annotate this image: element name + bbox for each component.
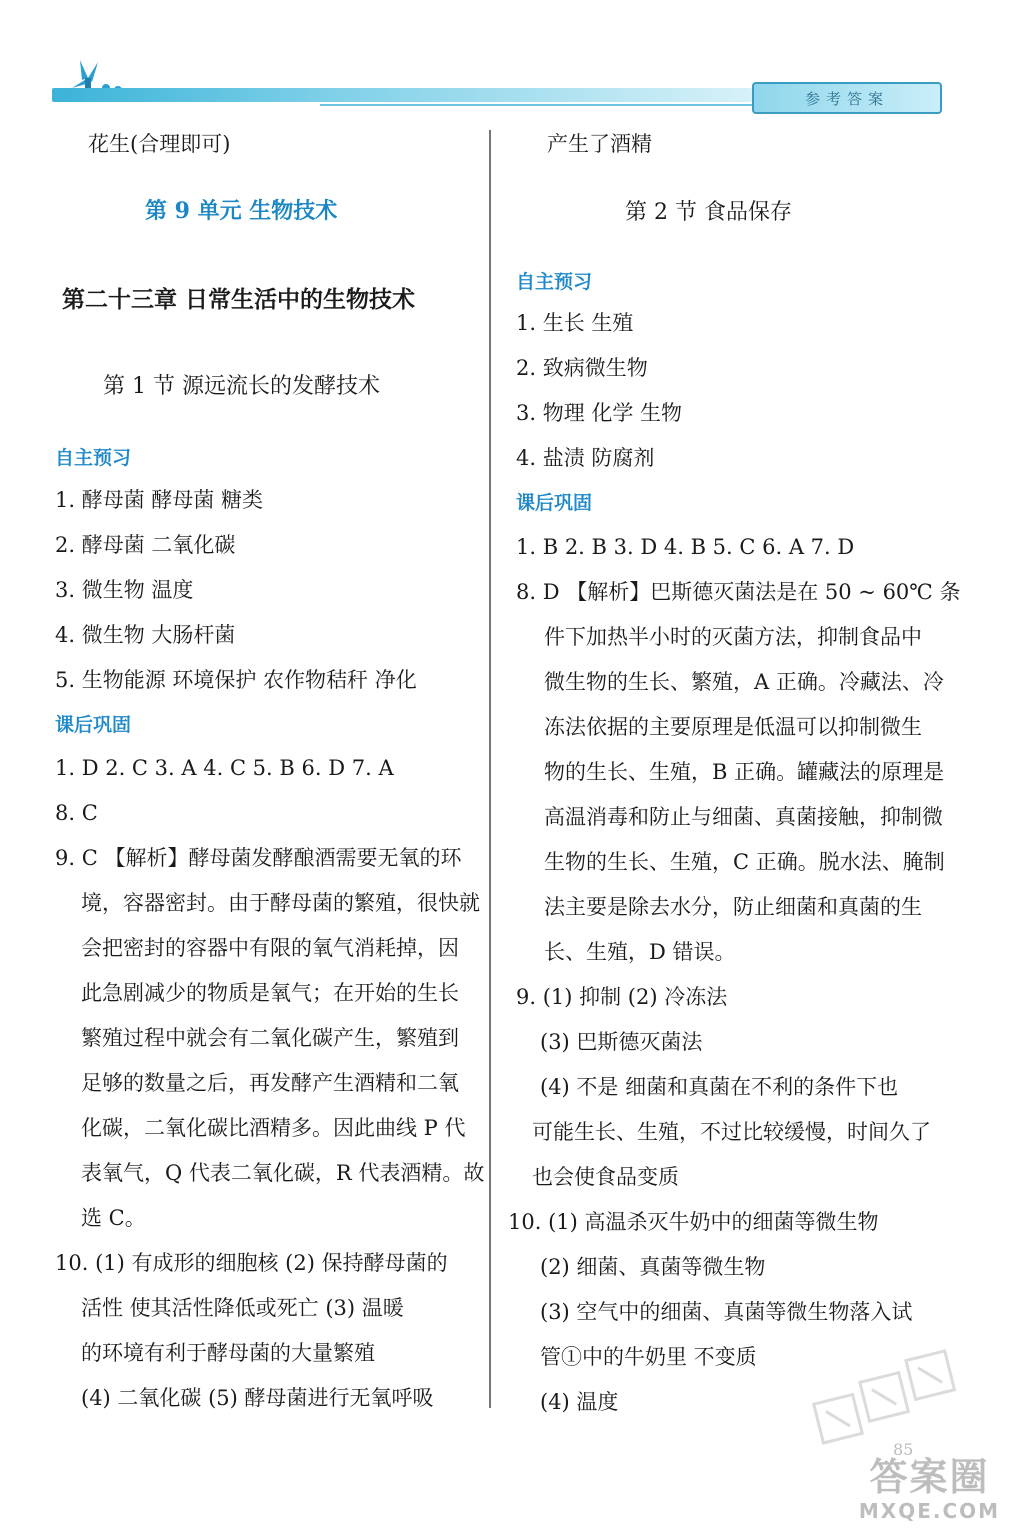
section-heading: 课后巩固 [516,492,593,514]
answer-line: (4) 不是 细菌和真菌在不利的条件下也 [540,1075,899,1099]
section-heading: 自主预习 [516,271,593,293]
answer-line: 10. (1) 高温杀灭牛奶中的细菌等微生物 [508,1210,879,1234]
answer-line: 件下加热半小时的灭菌方法，抑制食品中 [544,625,922,649]
answer-line: 可能生长、生殖，不过比较缓慢，时间久了 [532,1120,931,1144]
answer-line: 2. 酵母菌 二氧化碳 [55,533,236,557]
answer-line: 的环境有利于酵母菌的大量繁殖 [81,1341,375,1365]
answer-line: 10. (1) 有成形的细胞核 (2) 保持酵母菌的 [55,1251,448,1275]
answer-line: (3) 空气中的细菌、真菌等微生物落入试 [540,1300,913,1324]
answer-line: 花生(合理即可) [88,132,231,156]
watermark-title: 答案圈 [869,1455,990,1499]
answer-line: 繁殖过程中就会有二氧化碳产生，繁殖到 [81,1026,459,1050]
answer-line: 3. 物理 化学 生物 [516,401,683,425]
answer-line: 9. C 【解析】酵母菌发酵酿酒需要无氧的环 [55,846,462,870]
answer-line: 此急剧减少的物质是氧气；在开始的生长 [81,981,459,1005]
chapter-title: 第二十三章 日常生活中的生物技术 [62,286,416,313]
header-rule [320,104,752,106]
answer-line: 3. 微生物 温度 [55,578,194,602]
answer-line: (2) 细菌、真菌等微生物 [540,1255,766,1279]
answer-line: (4) 二氧化碳 (5) 酵母菌进行无氧呼吸 [81,1386,434,1410]
answer-line: 活性 使其活性降低或死亡 (3) 温暖 [81,1296,404,1320]
lesson-title: 第 1 节 源远流长的发酵技术 [103,374,380,399]
answer-line: 1. B 2. B 3. D 4. B 5. C 6. A 7. D [516,535,855,559]
answer-line: 化碳，二氧化碳比酒精多。因此曲线 P 代 [81,1116,466,1140]
answer-line: 法主要是除去水分，防止细菌和真菌的生 [544,895,922,919]
answer-line: (4) 温度 [540,1390,619,1414]
answer-line: 高温消毒和防止与细菌、真菌接触，抑制微 [544,805,943,829]
column-divider [489,130,491,1408]
page-header [0,0,1031,120]
section-heading: 自主预习 [55,447,132,469]
answer-line: 长、生殖，D 错误。 [544,940,736,964]
header-bar [52,88,752,102]
answer-line: 1. D 2. C 3. A 4. C 5. B 6. D 7. A [55,756,394,780]
answer-line: 管①中的牛奶里 不变质 [540,1345,757,1369]
answer-line: 4. 盐渍 防腐剂 [516,446,655,470]
answer-line: 选 C。 [81,1206,146,1230]
page-number: 85 [893,1440,914,1459]
answer-line: 8. C [55,801,98,825]
unit-title: 第 9 单元 生物技术 [145,198,338,224]
answer-line: 2. 致病微生物 [516,356,648,380]
answer-line: 会把密封的容器中有限的氧气消耗掉，因 [81,936,459,960]
answer-line: 5. 生物能源 环境保护 农作物秸秆 净化 [55,668,417,692]
answer-line: 1. 酵母菌 酵母菌 糖类 [55,488,264,512]
answer-line: 也会使食品变质 [532,1165,679,1189]
answer-line: 境，容器密封。由于酵母菌的繁殖，很快就 [81,891,480,915]
answer-line: 冻法依据的主要原理是低温可以抑制微生 [544,715,922,739]
watermark-url: MXQE.COM [858,1499,1001,1523]
answer-key-tab: 参考答案 [752,82,942,114]
answer-line: 8. D 【解析】巴斯德灭菌法是在 50 ~ 60℃ 条 [516,580,961,604]
answer-line: 1. 生长 生殖 [516,311,634,335]
answer-line: 4. 微生物 大肠杆菌 [55,623,236,647]
section-heading: 课后巩固 [55,714,132,736]
answer-line: 足够的数量之后，再发酵产生酒精和二氧 [81,1071,459,1095]
lesson-title: 第 2 节 食品保存 [625,200,792,225]
answer-line: 表氧气，Q 代表二氧化碳，R 代表酒精。故 [81,1161,485,1185]
answer-line: 微生物的生长、繁殖，A 正确。冷藏法、冷 [544,670,944,694]
answer-line: 物的生长、生殖，B 正确。罐藏法的原理是 [544,760,945,784]
answer-line: 9. (1) 抑制 (2) 冷冻法 [516,985,728,1009]
site-watermark [842,1455,1017,1530]
answer-line: 生物的生长、生殖，C 正确。脱水法、腌制 [544,850,945,874]
answer-line: 产生了酒精 [547,132,652,156]
answer-line: (3) 巴斯德灭菌法 [540,1030,703,1054]
